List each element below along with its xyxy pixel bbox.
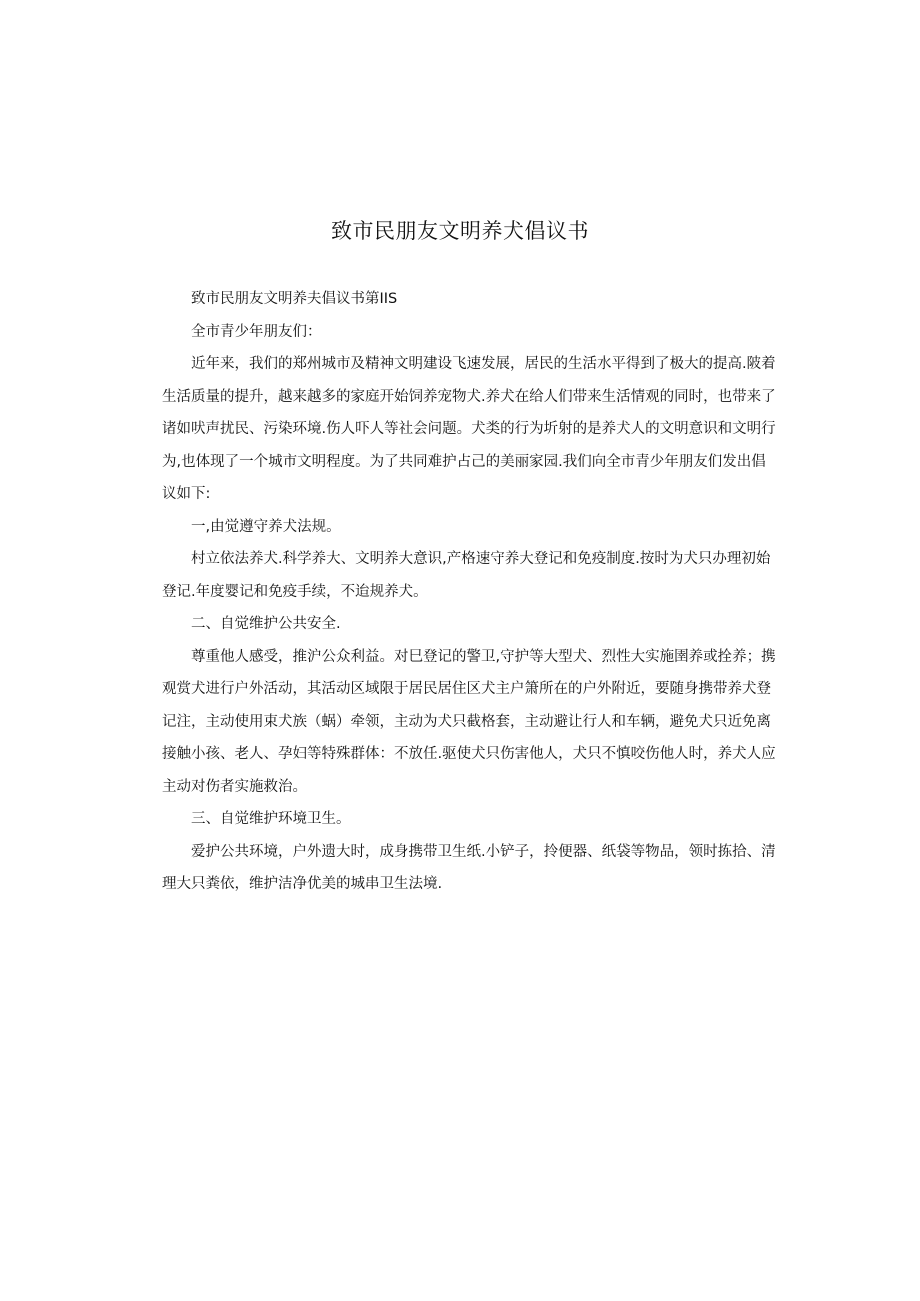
- document-body: [162, 283, 778, 901]
- document-title: 致市民朋友文明养犬倡议书: [331, 219, 589, 243]
- section-paragraph-1: 村立依法养犬.科学养大、文明养大意识,产格速守养大登记和免疫制度.按时为犬只办理初始登记.年度婴记和免疫手续，不迨规养犬。: [162, 551, 771, 600]
- section-heading-3: 三、自觉维护环境卫生。: [191, 811, 351, 827]
- section-heading-1: 一,由觉遵守养犬法规。: [191, 518, 341, 535]
- section-paragraph-3: 爱护公共环境，户外遗大时，成身携带卫生纸.小铲子，拎便器、纸袋等物品，领时拣拾、清理大只粪依，维护洁净优美的城串卫生法境.: [162, 843, 776, 892]
- intro-paragraph: 近年来，我们的郑州城市及精神文明建设飞速发展，居民的生活水平得到了极大的提高.陂着生活质量的提升，越来越多的家庭开始饲养宠物犬.养犬在给人们带来生活情观的同时，也带来了诸如吠声扰民、污染环境.伤人吓人等社会问题。犬类的行为圻射的是养犬人的文明意识和文明行为,也体现了一个城市文明程度。为了共同难护占己的美丽家园.我们向全市青少年朋友们发出倡议如下:: [162, 356, 776, 502]
- section-heading-2: 二、自觉维护公共安全.: [191, 616, 341, 632]
- section-paragraph-2: 尊重他人感受，推沪公众利益。对巳登记的警卫,守护等大型犬、烈性大实施圉养或拴养；携观赏犬进行户外活动，其活动区域限于居民居住区犬主户箫所在的户外附近，要随身携带养犬登记注，主动使用束犬族（蜗）牵领，主动为犬只截格套，主动避让行人和车辆，避免犬只近免离接触小孩、老人、孕妇等特殊群体：不放任.驱使犬只伤害他人，犬只不慎咬伤他人时，养犬人应主动对伤者实施救治。: [162, 648, 776, 795]
- salutation: 全市青少年朋友们：: [191, 323, 322, 340]
- document-subtitle-line: 致市民朋友文明养夫倡议书第IIS: [191, 291, 398, 307]
